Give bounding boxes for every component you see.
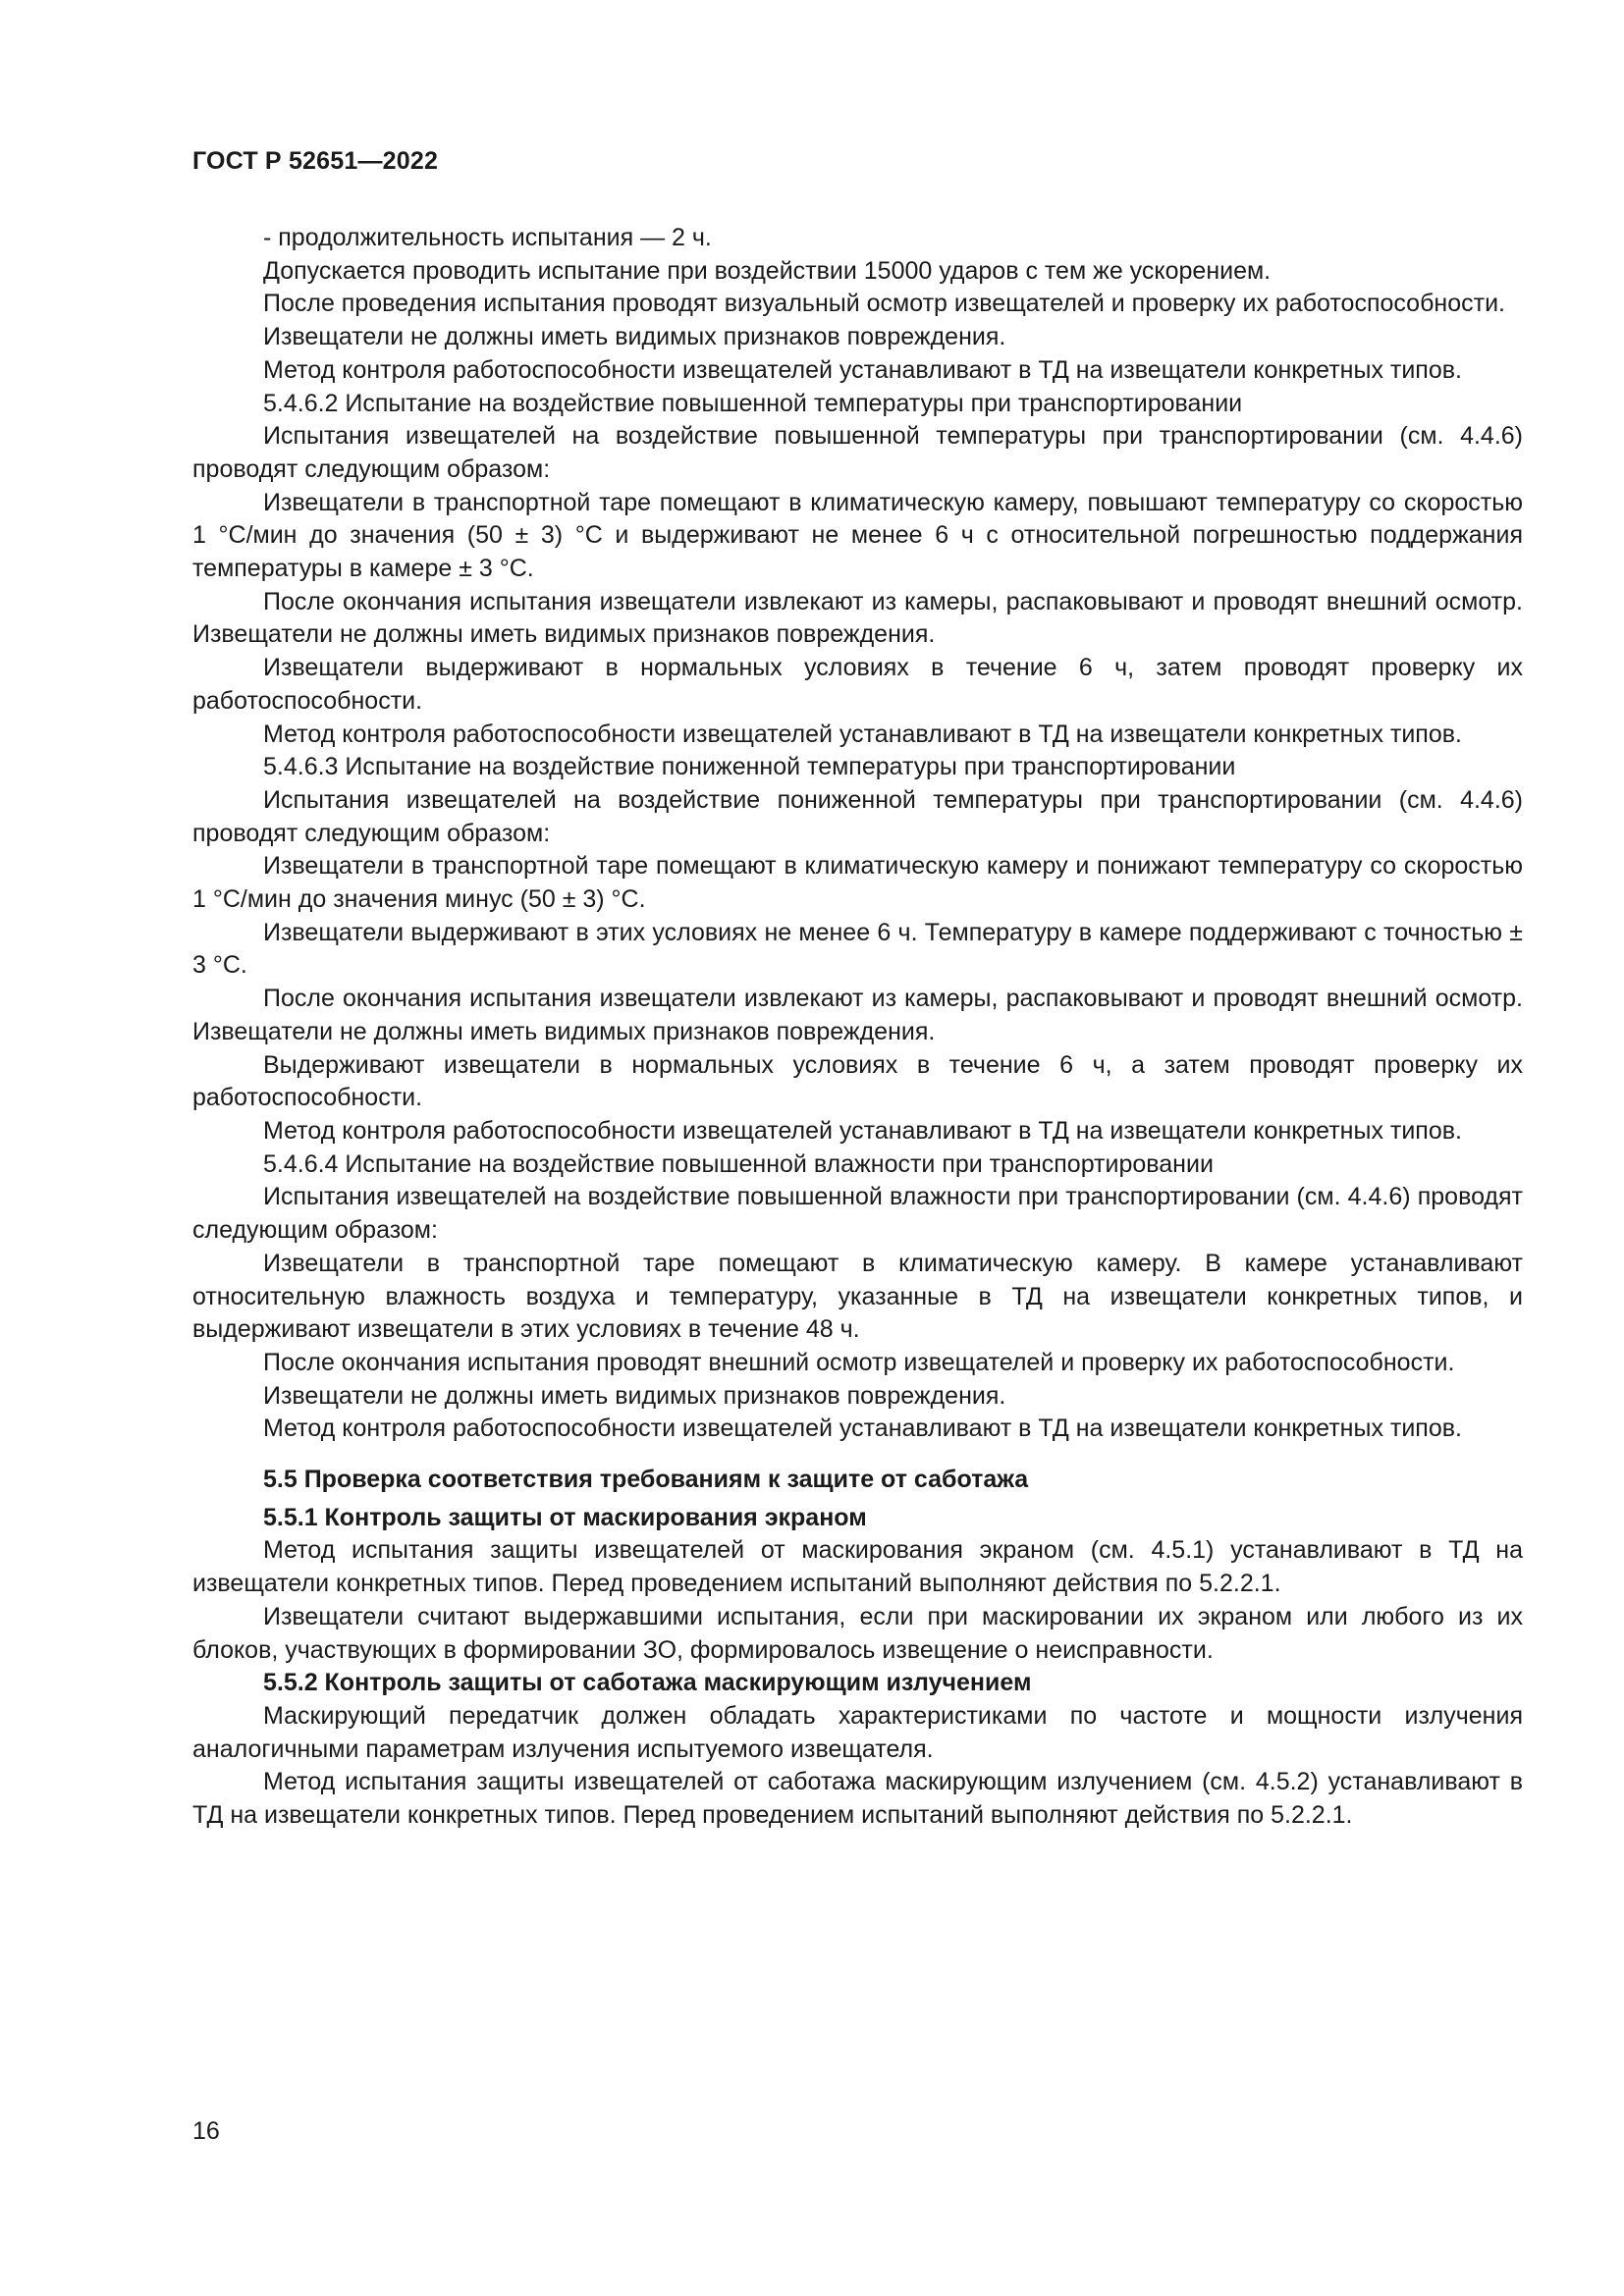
paragraph: Метод контроля работоспособности извещателей устанавливают в ТД на извещатели конкретных типов.	[263, 720, 1462, 748]
paragraph: 5.4.6.3 Испытание на воздействие пониженной температуры при транспортировании	[263, 753, 1236, 781]
paragraph: Испытания извещателей на воздействие повышенной температуры при транспортировании (см. 4.4.6) проводят следующим образом:	[192, 422, 1523, 483]
paragraph: Извещатели выдерживают в этих условиях не менее 6 ч. Температуру в камере поддерживают с точностью ± 3 °С.	[192, 918, 1523, 980]
paragraph: Извещатели в транспортной таре помещают в климатическую камеру. В камере устанавливают относительную влажность воздуха и температуру, указанные в ТД на извещатели конкретных типов, и выдерживают извещатели в этих условиях в течение 48 ч.	[192, 1249, 1523, 1344]
paragraph: Маскирующий передатчик должен обладать характеристиками по частоте и мощности излучения аналогичными параметрам излучения испытуемого извещателя.	[192, 1701, 1523, 1763]
subsection-heading: 5.5.1 Контроль защиты от маскирования экраном	[263, 1503, 867, 1531]
paragraph: 5.4.6.2 Испытание на воздействие повышенной температуры при транспортировании	[263, 389, 1243, 417]
paragraph: Извещатели выдерживают в нормальных условиях в течение 6 ч, затем проводят проверку их работоспособности.	[192, 654, 1523, 715]
paragraph: Извещатели не должны иметь видимых признаков повреждения.	[263, 1381, 1006, 1410]
paragraph: Извещатели считают выдержавшими испытания, если при маскировании их экраном или любого из их блоков, участвующих в формировании ЗО, формировалось извещение о неисправности.	[192, 1602, 1523, 1664]
paragraph: Метод контроля работоспособности извещателей устанавливают в ТД на извещатели конкретных типов.	[263, 355, 1462, 384]
paragraph: Извещатели в транспортной таре помещают в климатическую камеру и понижают температуру со скоростью 1 °С/мин до значения минус (50 ± 3) °С.	[192, 852, 1523, 914]
paragraph: Метод контроля работоспособности извещателей устанавливают в ТД на извещатели конкретных типов.	[263, 1116, 1462, 1145]
paragraph: После проведения испытания проводят визуальный осмотр извещателей и проверку их работоспособности.	[263, 290, 1505, 318]
paragraph: Испытания извещателей на воздействие повышенной влажности при транспортировании (см. 4.4.6) проводят следующим образом:	[192, 1183, 1523, 1245]
paragraph: После окончания испытания извещатели извлекают из камеры, распаковывают и проводят внешний осмотр. Извещатели не должны иметь видимых признаков повреждения.	[192, 587, 1523, 649]
document-code-header: ГОСТ Р 52651—2022	[192, 147, 439, 175]
page-number: 16	[192, 2117, 220, 2145]
paragraph: 5.4.6.4 Испытание на воздействие повышенной влажности при транспортировании	[263, 1149, 1214, 1178]
subsection-heading: 5.5.2 Контроль защиты от саботажа маскирующим излучением	[263, 1669, 1032, 1697]
paragraph: Метод испытания защиты извещателей от саботажа маскирующим излучением (см. 4.5.2) устанавливают в ТД на извещатели конкретных типов. Перед проведением испытаний выполняют действия по 5.2.2.1.	[192, 1768, 1523, 1830]
paragraph: Испытания извещателей на воздействие пониженной температуры при транспортировании (см. 4.4.6) проводят следующим образом:	[192, 785, 1523, 847]
paragraph: Выдерживают извещатели в нормальных условиях в течение 6 ч, а затем проводят проверку их работоспособности.	[192, 1050, 1523, 1112]
paragraph: После окончания испытания проводят внешний осмотр извещателей и проверку их работоспособности.	[263, 1348, 1455, 1376]
paragraph: Извещатели в транспортной таре помещают в климатическую камеру, повышают температуру со скоростью 1 °С/мин до значения (50 ± 3) °С и выдерживают не менее 6 ч с относительной погрешностью поддержания температуры в камере ± 3 °С.	[192, 488, 1523, 583]
paragraph: После окончания испытания извещатели извлекают из камеры, распаковывают и проводят внешний осмотр. Извещатели не должны иметь видимых признаков повреждения.	[192, 985, 1523, 1045]
paragraph: - продолжительность испытания — 2 ч.	[263, 224, 712, 251]
paragraph: Метод испытания защиты извещателей от маскирования экраном (см. 4.5.1) устанавливают в ТД на извещатели конкретных типов. Перед проведением испытаний выполняют действия по 5.2.2.1.	[192, 1536, 1523, 1598]
paragraph: Допускается проводить испытание при воздействии 15000 ударов с тем же ускорением.	[263, 256, 1272, 285]
document-body	[192, 222, 1523, 1833]
section-heading: 5.5 Проверка соответствия требованиям к защите от саботажа	[263, 1466, 1029, 1494]
paragraph: Извещатели не должны иметь видимых признаков повреждения.	[263, 323, 1006, 351]
paragraph: Метод контроля работоспособности извещателей устанавливают в ТД на извещатели конкретных типов.	[263, 1415, 1462, 1443]
